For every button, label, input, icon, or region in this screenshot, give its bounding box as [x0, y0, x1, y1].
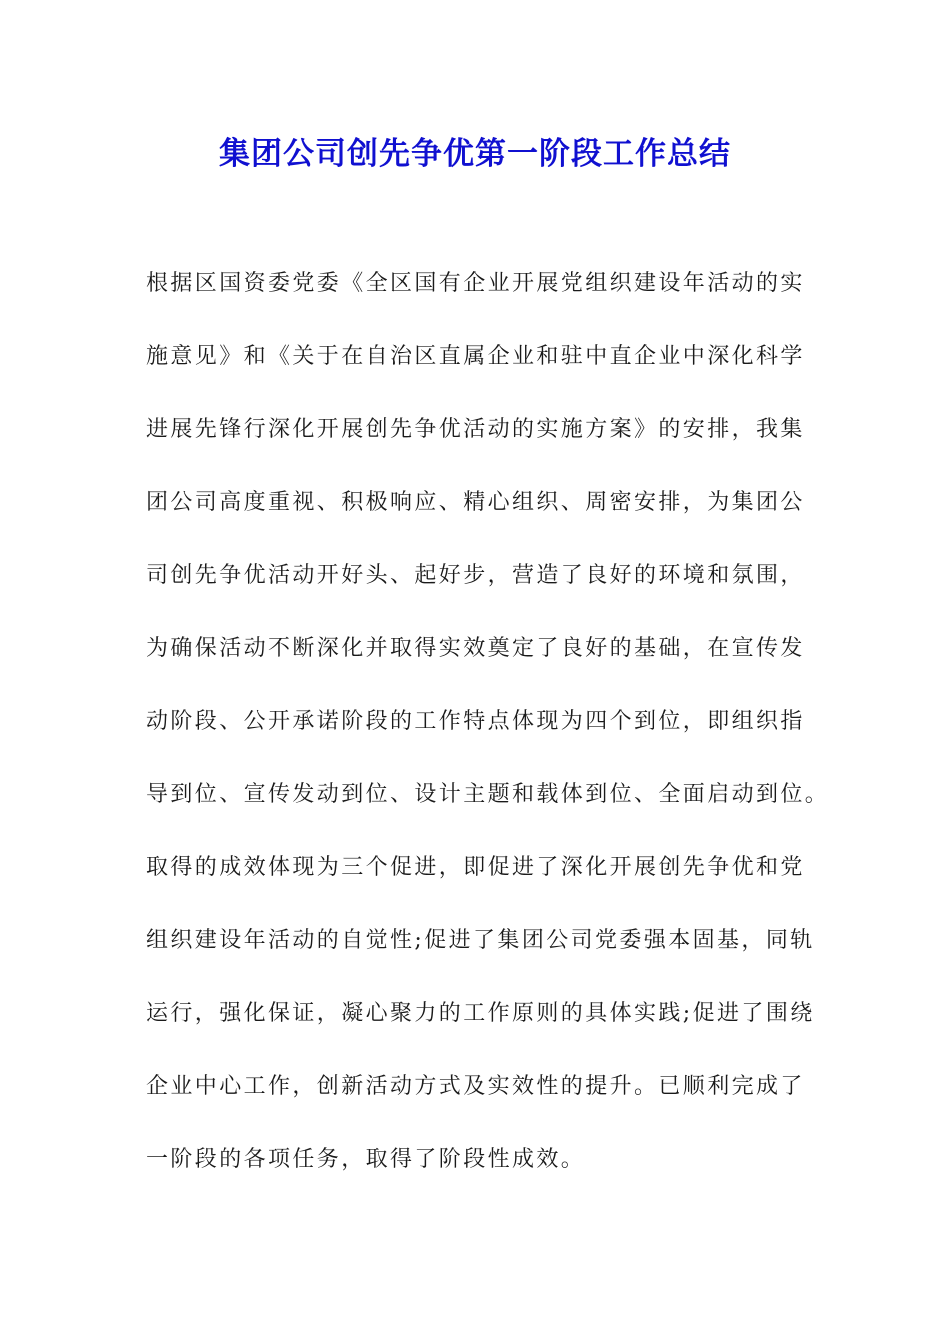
body-line: 为确保活动不断深化并取得实效奠定了良好的基础，在宣传发 [146, 636, 805, 661]
body-line: 司创先争优活动开好头、起好步，营造了良好的环境和氛围， [146, 563, 805, 588]
body-line: 取得的成效体现为三个促进，即促进了深化开展创先争优和党 [146, 855, 805, 880]
body-line: 施意见》和《关于在自治区直属企业和驻中直企业中深化科学 [146, 344, 805, 369]
body-line: 运行，强化保证，凝心聚力的工作原则的具体实践;促进了围绕 [146, 1001, 815, 1026]
body-line: 企业中心工作，创新活动方式及实效性的提升。已顺利完成了 [146, 1074, 805, 1099]
body-line: 动阶段、公开承诺阶段的工作特点体现为四个到位，即组织指 [146, 709, 805, 734]
document-title: 集团公司创先争优第一阶段工作总结 [219, 136, 731, 172]
body-line: 团公司高度重视、积极响应、精心组织、周密安排，为集团公 [146, 490, 805, 515]
body-line: 进展先锋行深化开展创先争优活动的实施方案》的安排，我集 [146, 417, 805, 442]
body-line: 一阶段的各项任务，取得了阶段性成效。 [146, 1147, 586, 1172]
document-body [146, 264, 846, 1213]
body-line: 组织建设年活动的自觉性;促进了集团公司党委强本固基，同轨 [146, 928, 815, 953]
body-line: 根据区国资委党委《全区国有企业开展党组织建设年活动的实 [146, 271, 805, 296]
body-line: 导到位、宣传发动到位、设计主题和载体到位、全面启动到位。 [146, 782, 830, 807]
